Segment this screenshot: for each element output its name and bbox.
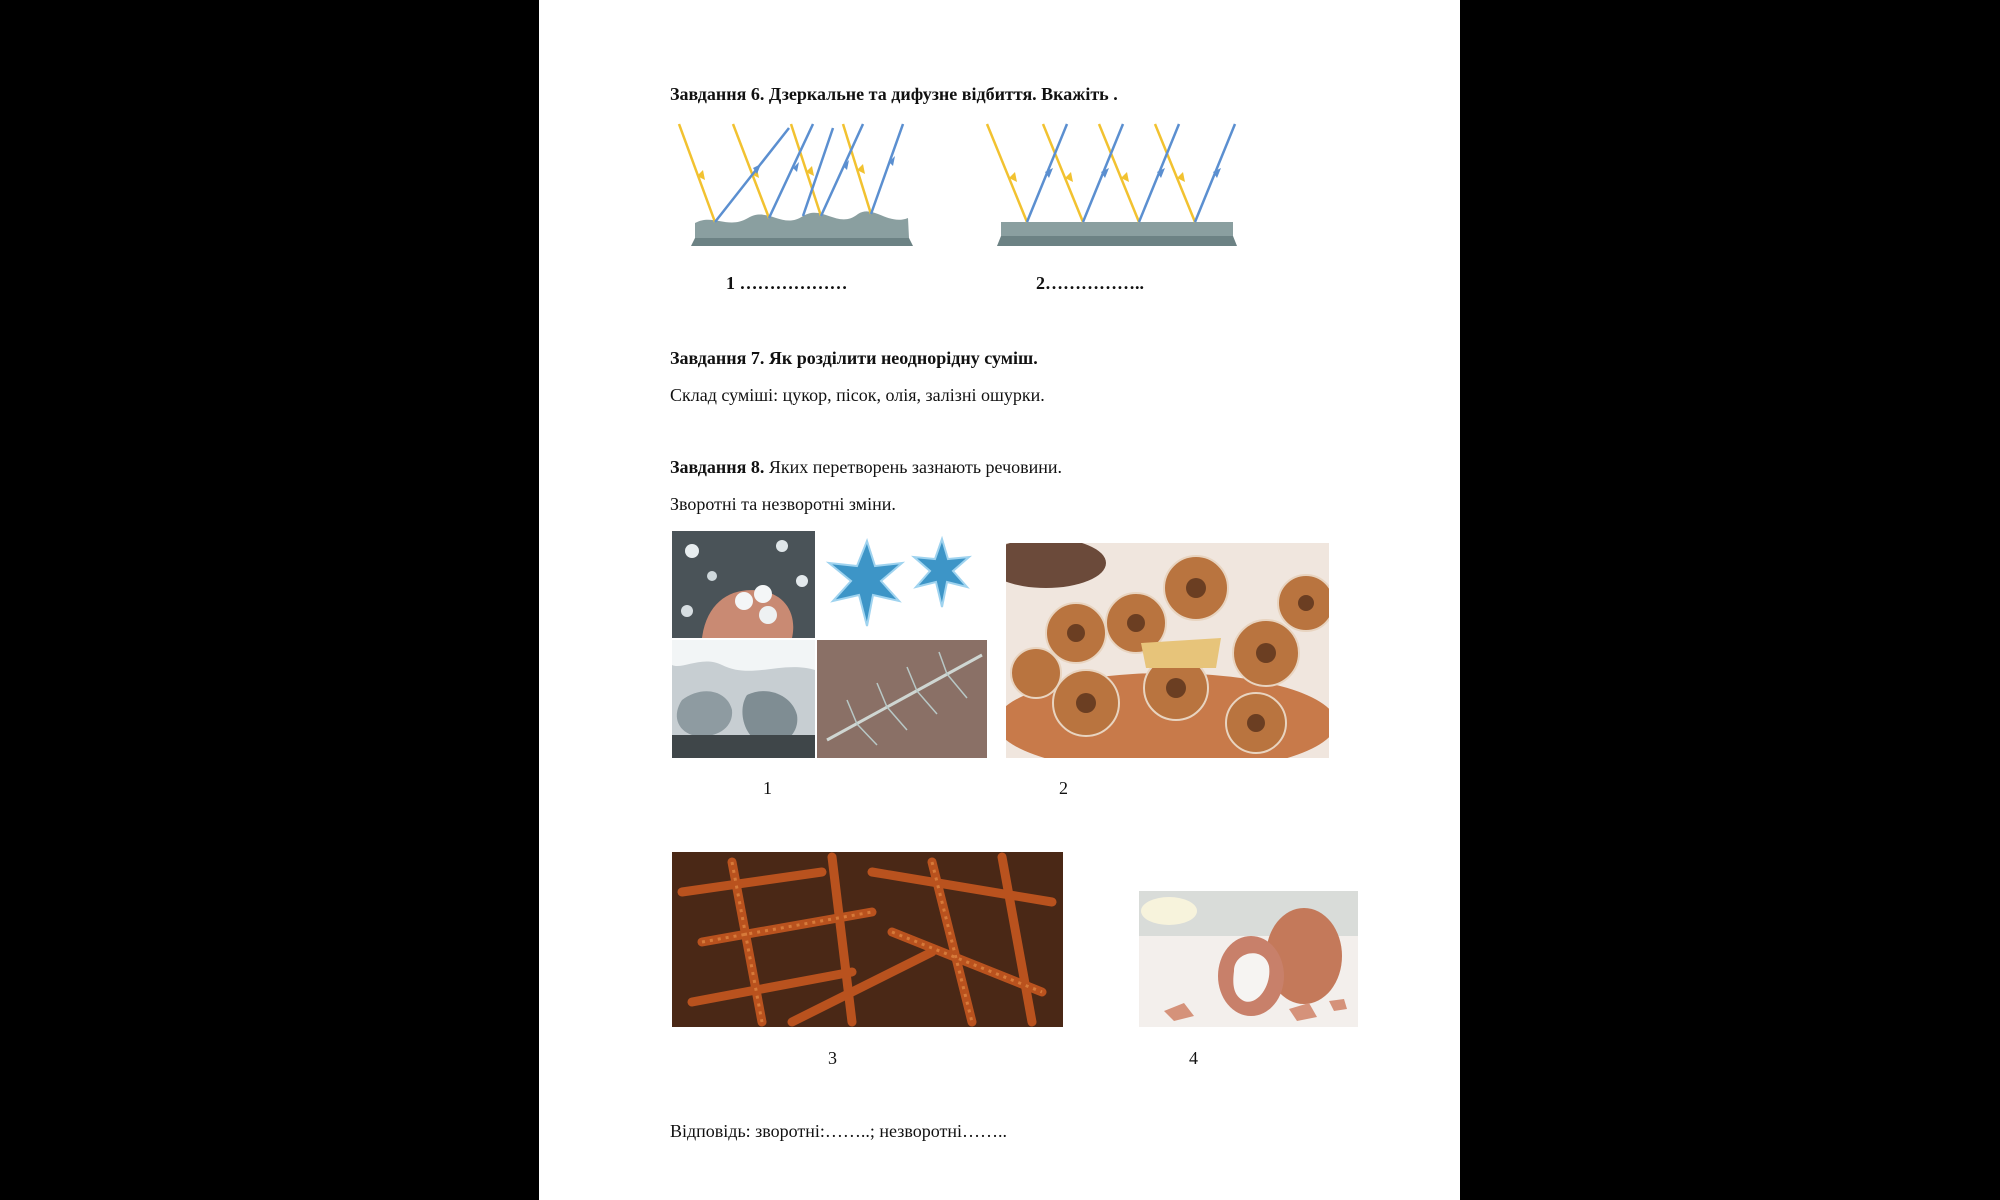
task7-heading: Завдання 7. Як розділити неоднорідну суміш. bbox=[670, 348, 1038, 368]
document-page bbox=[539, 0, 1460, 1200]
task8-heading-rest: Яких перетворень зазнають речовини. bbox=[764, 457, 1063, 477]
task8-heading-bold: Завдання 8. bbox=[670, 457, 765, 477]
photo-label-4: 4 bbox=[1189, 1048, 1198, 1068]
task7-text: Склад суміші: цукор, пісок, олія, залізні ошурки. bbox=[670, 385, 1045, 405]
ice-photo-icon bbox=[672, 640, 815, 758]
frost-on-pine-photo-icon bbox=[817, 640, 987, 758]
diffuse-reflection-diagram-icon bbox=[673, 118, 933, 253]
task6-heading: Завдання 6. Дзеркальне та дифузне відбиття. Вкажіть . bbox=[670, 84, 1118, 104]
task8-heading bbox=[670, 458, 1062, 476]
photo-label-2: 2 bbox=[1059, 778, 1068, 798]
donuts-photo-icon bbox=[1006, 543, 1329, 758]
answer-line: Відповідь: зворотні:……..; незворотні…….. bbox=[670, 1121, 1008, 1141]
photo-label-1: 1 bbox=[763, 778, 772, 798]
snowflakes-photo-icon bbox=[817, 531, 987, 638]
diagram-label-1: 1 ……………… bbox=[726, 273, 848, 293]
hailstones-in-hand-photo-icon bbox=[672, 531, 815, 638]
diagram-label-2: 2…………….. bbox=[1036, 273, 1144, 293]
task8-subtitle: Зворотні та незворотні зміни. bbox=[670, 494, 896, 514]
boiled-eggs-photo-icon bbox=[1139, 891, 1358, 1027]
specular-reflection-diagram-icon bbox=[983, 118, 1253, 253]
rusty-screws-photo-icon bbox=[672, 852, 1063, 1027]
photo-label-3: 3 bbox=[828, 1048, 837, 1068]
